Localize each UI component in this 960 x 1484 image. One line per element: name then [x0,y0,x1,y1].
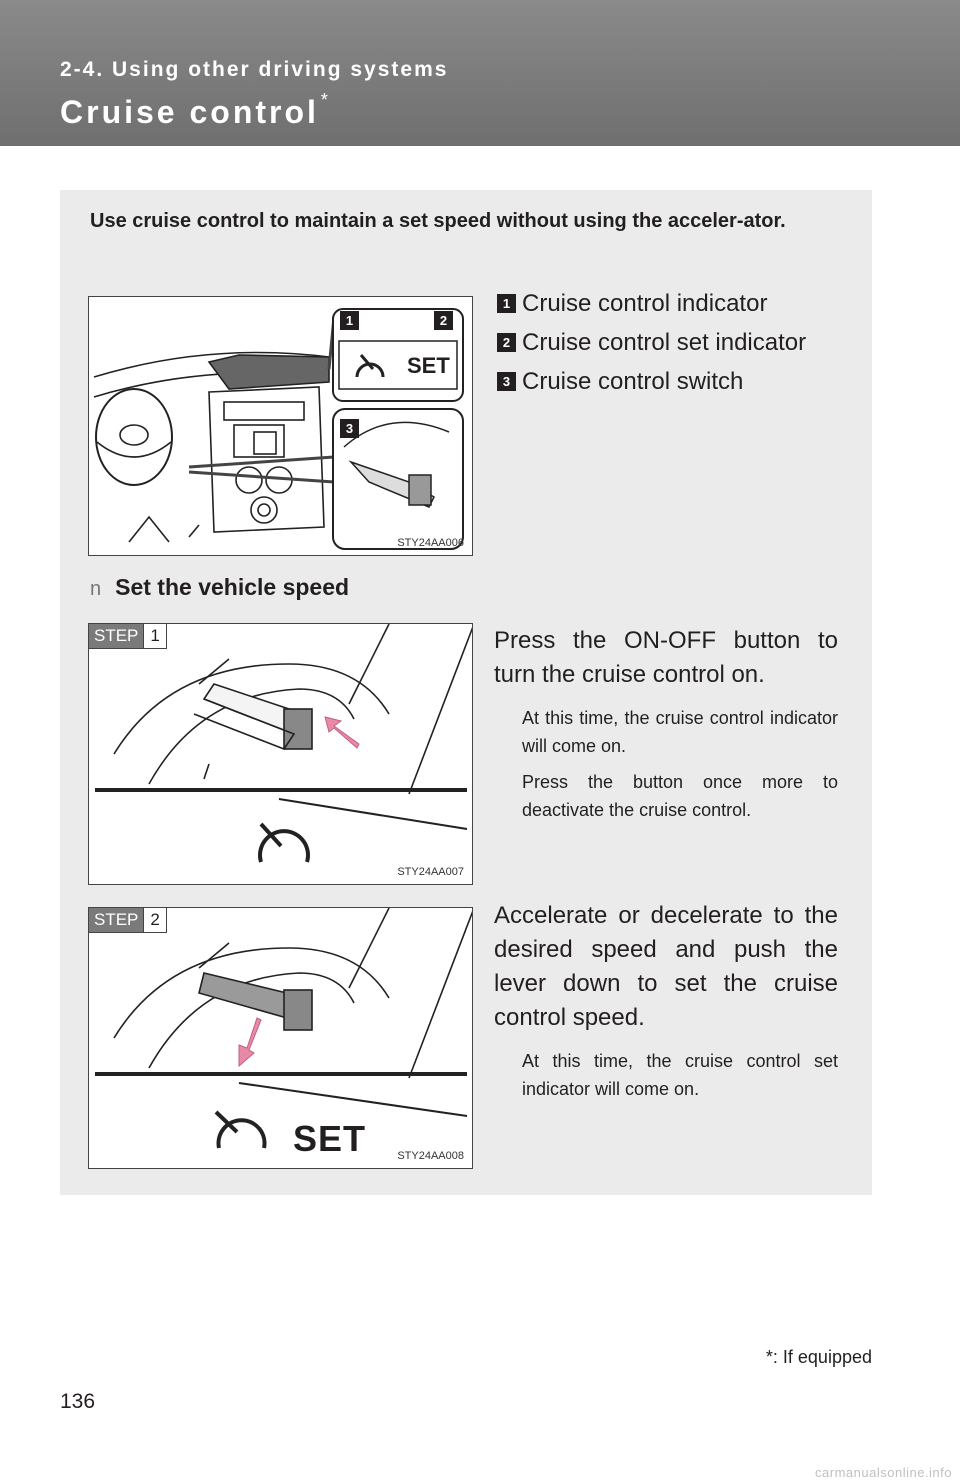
step2-badge [89,908,167,933]
set-indicator-label: SET [293,1118,367,1159]
legend-item [497,362,857,401]
dashboard-illustration [89,297,473,556]
step1-text [494,624,838,824]
callout-3: 3 [340,419,359,438]
legend-item [497,284,857,323]
subheading-bullet: n [90,578,102,600]
legend-label: Cruise control set indicator [522,328,807,356]
equipped-marker: * [320,90,331,110]
page-header [0,0,960,146]
step2-text [494,899,838,1103]
page-title [60,90,331,131]
step-word: STEP [89,908,143,932]
step1-note: At this time, the cruise control indicator will come on. [522,708,838,756]
watermark: carmanualsonline.info [815,1465,952,1480]
dashboard-figure [88,296,473,556]
step1-note: Press the button once more to deactivate the cruise control. [522,772,838,820]
figure-code: STY24AA007 [397,866,464,878]
footnote-marker: * [765,1347,773,1367]
step1-figure [88,623,473,885]
step2-illustration [89,908,473,1169]
page-title-text: Cruise control [60,94,319,130]
intro-text: Use cruise control to maintain a set speed without using the acceler-ator. [90,210,786,232]
legend-number: 2 [497,333,516,352]
callout-1: 1 [340,311,359,330]
step2-note: At this time, the cruise control set indicator will come on. [522,1051,838,1099]
footnote-text: : If equipped [772,1347,872,1367]
legend [497,284,857,401]
legend-label: Cruise control indicator [522,289,768,317]
step2-figure [88,907,473,1169]
section-subheading [90,574,349,601]
subheading-text: Set the vehicle speed [115,574,350,600]
figure-code: STY24AA006 [397,537,464,549]
footnote [766,1347,872,1368]
step1-badge [89,624,167,649]
step1-illustration [89,624,473,885]
step1-instruction: Press the ON-OFF button to turn the cruise control on. [494,627,838,688]
legend-number: 1 [497,294,516,313]
set-indicator-label: SET [407,353,450,378]
legend-item [497,323,857,362]
section-label: 2-4. Using other driving systems [60,58,449,81]
callout-2: 2 [434,311,453,330]
step2-instruction: Accelerate or decelerate to the desired speed and push the lever down to set the cruise control speed. [494,902,838,1031]
step-number: 2 [143,908,165,932]
step-word: STEP [89,624,143,648]
figure-code: STY24AA008 [397,1150,464,1162]
legend-number: 3 [497,372,516,391]
step-number: 1 [143,624,165,648]
page-number: 136 [60,1390,96,1413]
legend-label: Cruise control switch [522,367,744,395]
